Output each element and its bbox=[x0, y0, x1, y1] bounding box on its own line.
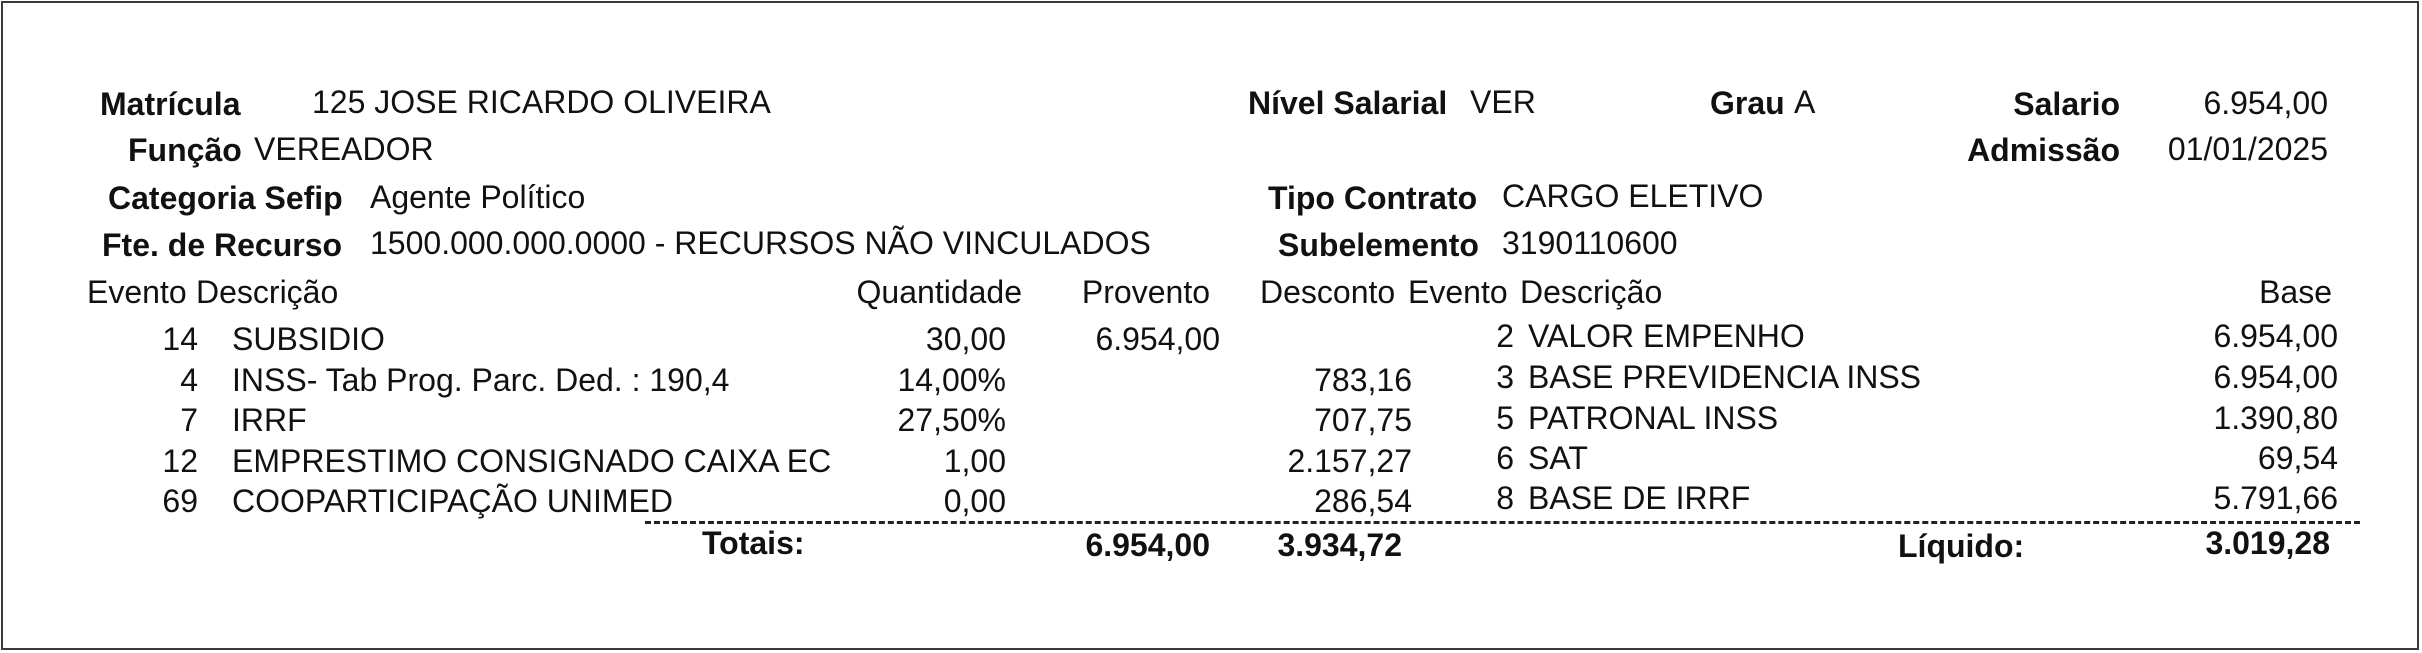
row-descricao: COOPARTICIPAÇÃO UNIMED bbox=[232, 483, 673, 519]
col-base: Base bbox=[2259, 274, 2332, 310]
matricula-label: Matrícula bbox=[100, 86, 241, 122]
base-descricao: PATRONAL INSS bbox=[1528, 400, 1779, 436]
row-quantidade: 30,00 bbox=[925, 321, 1006, 357]
categoria-sefip-value: Agente Político bbox=[370, 179, 586, 215]
funcao-label: Função bbox=[128, 132, 242, 168]
salario-value: 6.954,00 bbox=[2203, 85, 2328, 121]
row-quantidade: 14,00% bbox=[897, 362, 1006, 398]
row-evento: 14 bbox=[162, 321, 198, 357]
base-descricao: SAT bbox=[1528, 440, 1588, 476]
base-value: 6.954,00 bbox=[2213, 359, 2338, 395]
totals-separator bbox=[645, 521, 2360, 524]
row-evento: 69 bbox=[162, 483, 198, 519]
base-value: 6.954,00 bbox=[2213, 318, 2338, 354]
total-provento: 6.954,00 bbox=[1085, 527, 1210, 563]
fonte-recurso-value: 1500.000.000.0000 - RECURSOS NÃO VINCULADOS bbox=[370, 225, 1151, 261]
funcao-value: VEREADOR bbox=[254, 131, 434, 167]
row-quantidade: 27,50% bbox=[897, 402, 1006, 438]
grau-label: Grau bbox=[1710, 85, 1785, 121]
base-value: 69,54 bbox=[2257, 440, 2338, 476]
admissao-value: 01/01/2025 bbox=[2167, 131, 2328, 167]
matricula-value: 125 JOSE RICARDO OLIVEIRA bbox=[312, 84, 771, 120]
row-descricao: EMPRESTIMO CONSIGNADO CAIXA EC bbox=[232, 443, 832, 479]
row-desconto: 2.157,27 bbox=[1287, 443, 1412, 479]
row-evento: 7 bbox=[180, 402, 198, 438]
col-provento: Provento bbox=[1081, 274, 1210, 310]
row-desconto: 707,75 bbox=[1314, 402, 1412, 438]
subelemento-label: Subelemento bbox=[1278, 227, 1479, 263]
admissao-label: Admissão bbox=[1967, 132, 2120, 168]
col-desconto: Desconto bbox=[1260, 274, 1396, 310]
liquido-value: 3.019,28 bbox=[2205, 525, 2330, 561]
row-descricao: INSS- Tab Prog. Parc. Ded. : 190,4 bbox=[232, 362, 730, 398]
base-descricao: BASE DE IRRF bbox=[1528, 480, 1751, 516]
tipo-contrato-value: CARGO ELETIVO bbox=[1502, 178, 1764, 214]
base-value: 1.390,80 bbox=[2213, 400, 2338, 436]
tipo-contrato-label: Tipo Contrato bbox=[1268, 180, 1478, 216]
col-quantidade: Quantidade bbox=[856, 274, 1022, 310]
row-evento: 4 bbox=[180, 362, 198, 398]
row-provento: 6.954,00 bbox=[1095, 321, 1220, 357]
col-descricao: Descrição bbox=[196, 274, 339, 310]
row-quantidade: 0,00 bbox=[943, 483, 1006, 519]
base-evento: 6 bbox=[1496, 440, 1514, 476]
categoria-sefip-label: Categoria Sefip bbox=[108, 180, 343, 216]
row-desconto: 783,16 bbox=[1314, 362, 1412, 398]
col-evento-base: Evento bbox=[1408, 274, 1508, 310]
row-descricao: IRRF bbox=[232, 402, 307, 438]
base-descricao: VALOR EMPENHO bbox=[1528, 318, 1805, 354]
subelemento-value: 3190110600 bbox=[1502, 225, 1678, 261]
base-evento: 8 bbox=[1496, 480, 1514, 516]
totals-label: Totais: bbox=[702, 525, 805, 561]
nivel-salarial-label: Nível Salarial bbox=[1248, 85, 1448, 121]
salario-label: Salario bbox=[2013, 86, 2120, 122]
fonte-recurso-label: Fte. de Recurso bbox=[102, 227, 343, 263]
row-quantidade: 1,00 bbox=[943, 443, 1006, 479]
nivel-salarial-value: VER bbox=[1470, 84, 1536, 120]
base-descricao: BASE PREVIDENCIA INSS bbox=[1528, 359, 1922, 395]
row-evento: 12 bbox=[162, 443, 198, 479]
liquido-label: Líquido: bbox=[1898, 528, 2025, 564]
col-evento: Evento bbox=[87, 274, 187, 310]
grau-value: A bbox=[1794, 84, 1816, 120]
base-value: 5.791,66 bbox=[2213, 480, 2338, 516]
base-evento: 3 bbox=[1496, 359, 1514, 395]
base-evento: 5 bbox=[1496, 400, 1514, 436]
base-evento: 2 bbox=[1496, 318, 1514, 354]
row-descricao: SUBSIDIO bbox=[232, 321, 385, 357]
col-descricao-base: Descrição bbox=[1520, 274, 1663, 310]
row-desconto: 286,54 bbox=[1314, 483, 1412, 519]
total-desconto: 3.934,72 bbox=[1277, 527, 1402, 563]
